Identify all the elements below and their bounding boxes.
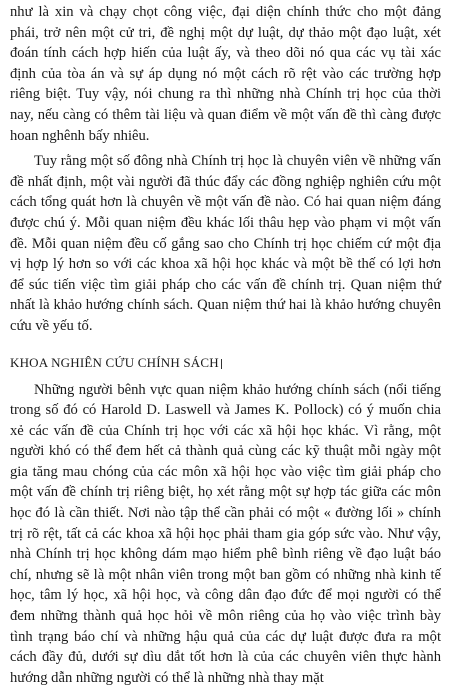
paragraph-two-approaches: Tuy rằng một số đông nhà Chính trị học là chuyên viên về những vấn đề nhất định, một vài người đã thúc đẩy các đồng nghiệp nghiên cứu một cách tổng quát hơn là chuyên về một vấn đề nào. Có hai quan niệm đáng được chú ý. Mỗi quan niệm đều khác lối thâu hẹp vào phạm vi một vấn đề. Mỗi quan niệm đều cố gắng sao cho Chính trị học chiếm cứ một địa vị hợp lý hơn so với các khoa xã hội học khác và một bề thế có lợi hơn để súc tiến việc tìm giải pháp cho các vấn đề chính trị. Quan niệm thứ nhất là khảo hướng chính sách. Quan niệm thứ hai là khảo hướng chuyên cứu về yếu tố. (10, 153, 441, 334)
section-heading: KHOA NGHIÊN CỨU CHÍNH SÁCH (10, 354, 441, 372)
paragraph-policy-approach: Những người bênh vực quan niệm khảo hướng chính sách (nổi tiếng trong số đó có Harold D. Laswell và James K. Pollock) có ý muốn chia xẻ các vấn đề của Chính trị học với các xã hội học khác. Vì rằng, một người khó có thể đem hết cả thành quả cùng các kỹ thuật mỗi ngày một gia tăng mau chóng của các môn xã hội học vào việc tìm giải pháp cho một vấn đề chính trị riêng biệt, họ xét rằng một sự hợp tác giữa các môn học đó là cần thiết. Nơi nào tập thể cần phải có một « đường lối » chính trị rõ rệt, tất cả các khoa xã hội học phải tham gia góp sức vào. Như vậy, nhà Chính trị học không dám mạo hiểm phê bình riêng về đạo luật báo chí, nhưng sẽ là một nhân viên trong một ban gồm có những nhà kinh tế học, tâm lý học, xã hội học, và công dân đạo đức để mọi người có thể đem những thành quả học hỏi về môn riêng của họ vào việc trình bày tình trạng báo chí và những hậu quả của các dự luật được đưa ra một cách đầy đủ, dưới sự dìu dắt tốt hơn là của các chuyên viên thực hành hướng dẫn những người có thể là những nhà thay mặt (10, 381, 441, 686)
paragraph-continued: như là xin và chạy chọt công việc, đại diện chính thức cho một đảng phái, trở nên một cử tri, đề nghị một dự luật, dự thảo một đạo luật, xét đoán tính cách hợp hiến của luật ấy, và theo dõi nó qua các vụ tài xác định của tòa án và sự áp dụng nó một cách rõ rệt vào các trường hợp riêng biệt. Tuy vậy, nói chung ra thì những nhà Chính trị học của thời nay, nếu càng có thêm tài liệu và quan điểm về một vấn đề thì càng được hoan nghênh bấy nhiêu. (10, 4, 441, 144)
